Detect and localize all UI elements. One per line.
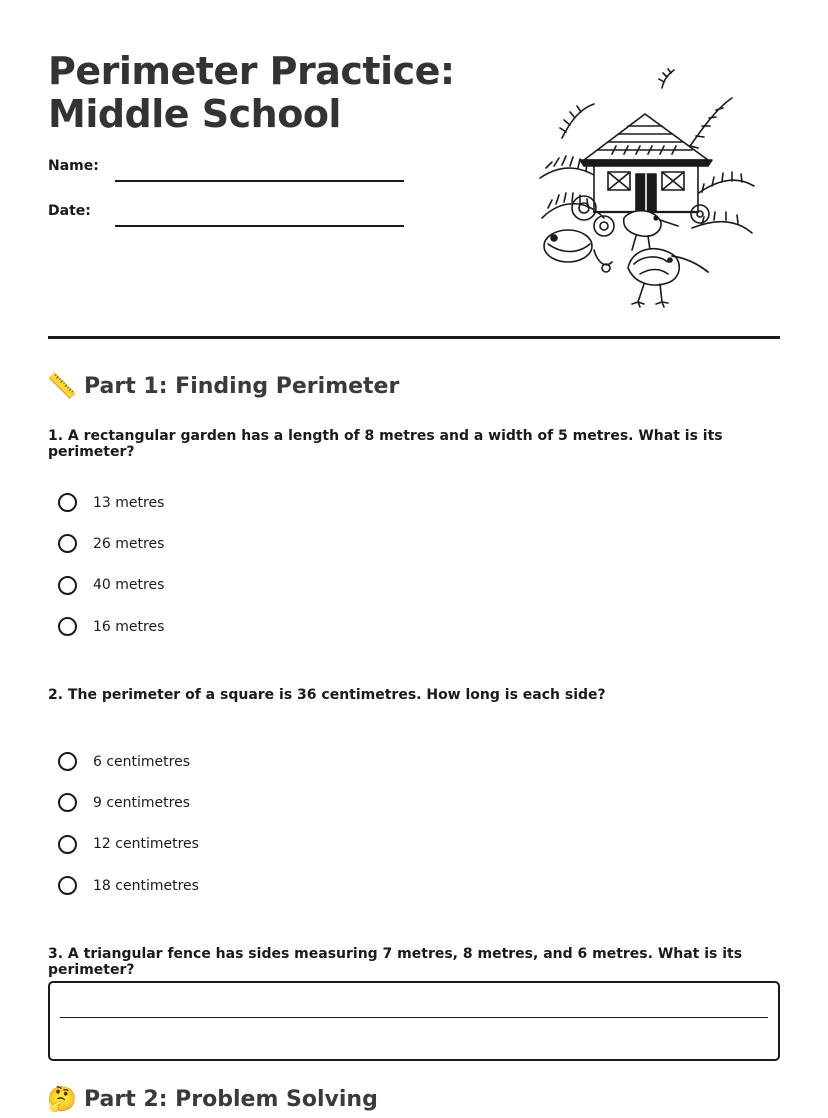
question-2: 2. The perimeter of a square is 36 centimetres. How long is each side?: [48, 687, 606, 703]
date-blank-line[interactable]: [115, 225, 404, 227]
option-18-centimetres[interactable]: [58, 865, 758, 906]
question-3-answer-box[interactable]: [48, 981, 780, 1061]
worksheet-header: [48, 0, 780, 340]
part1-heading: [48, 372, 399, 400]
option-label: 12 centimetres: [93, 836, 199, 853]
house-kiwi-illustration: [532, 68, 758, 310]
part2-title: Part 2: Problem Solving: [84, 1086, 378, 1112]
option-40-metres[interactable]: [58, 565, 758, 606]
page-title: [48, 50, 455, 136]
option-label: 26 metres: [93, 535, 165, 552]
option-label: 40 metres: [93, 577, 165, 594]
option-label: 16 metres: [93, 618, 165, 635]
name-blank-line[interactable]: [115, 180, 404, 182]
radio-button[interactable]: [58, 576, 77, 595]
question-2-options: [58, 741, 758, 906]
option-6-centimetres[interactable]: [58, 741, 758, 782]
part1-title: Part 1: Finding Perimeter: [84, 373, 400, 399]
question-1: 1. A rectangular garden has a length of 8 metres and a width of 5 metres. What is its perimeter?: [48, 428, 723, 460]
date-label: Date:: [48, 203, 91, 219]
name-label: Name:: [48, 158, 99, 174]
title-line-2: Middle School: [48, 92, 341, 136]
header-divider: [48, 336, 780, 339]
option-label: 9 centimetres: [93, 794, 191, 811]
answer-line: [60, 1017, 768, 1018]
radio-button[interactable]: [58, 493, 77, 512]
title-line-1: Perimeter Practice:: [48, 49, 455, 93]
option-26-metres[interactable]: [58, 523, 758, 564]
radio-button[interactable]: [58, 876, 77, 895]
option-12-centimetres[interactable]: [58, 824, 758, 865]
ruler-icon: 📏: [47, 372, 77, 400]
question-1-options: [58, 482, 758, 647]
radio-button[interactable]: [58, 835, 77, 854]
option-label: 6 centimetres: [93, 753, 191, 770]
option-label: 18 centimetres: [93, 877, 199, 894]
worksheet-page: [47, 0, 780, 1113]
radio-button[interactable]: [58, 534, 77, 553]
part2-heading: [48, 1085, 378, 1113]
option-13-metres[interactable]: [58, 482, 758, 523]
name-field: [48, 158, 404, 182]
option-9-centimetres[interactable]: [58, 782, 758, 823]
question-3: 3. A triangular fence has sides measuring 7 metres, 8 metres, and 6 metres. What is its perimeter?: [48, 946, 743, 978]
option-label: 13 metres: [93, 494, 165, 511]
thinking-face-icon: 🤔: [47, 1085, 77, 1113]
date-field: [48, 203, 404, 227]
option-16-metres[interactable]: [58, 606, 758, 647]
radio-button[interactable]: [58, 617, 77, 636]
radio-button[interactable]: [58, 793, 77, 812]
radio-button[interactable]: [58, 752, 77, 771]
